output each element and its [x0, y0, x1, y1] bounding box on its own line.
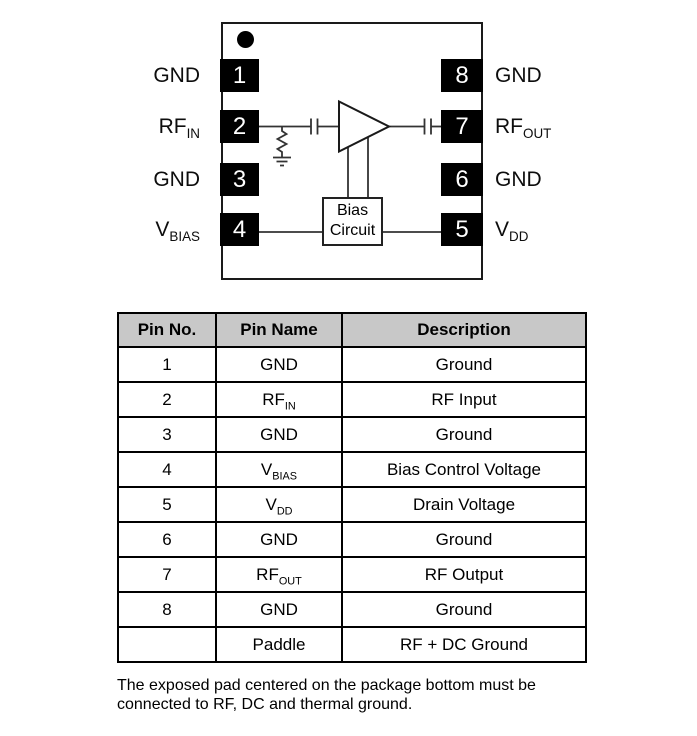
pin-label-vbias: $V_{BIAS}$	[155, 218, 200, 245]
pin-pad-1: 1	[220, 59, 259, 92]
table-row	[118, 382, 586, 417]
header-pin-no: Pin No.	[118, 313, 216, 347]
cell-pin-no: 2	[118, 382, 216, 417]
pin-label-rfin: $RF_{IN}$	[158, 115, 200, 142]
header-description: Description	[342, 313, 586, 347]
table-row	[118, 487, 586, 522]
pin-label-gnd-6: GND	[495, 168, 542, 191]
cell-pin-no: 5	[118, 487, 216, 522]
pin-pad-2: 2	[220, 110, 259, 143]
cell-description: Ground	[342, 522, 586, 557]
cell-pin-name: GND	[216, 347, 342, 382]
bias-circuit-box	[322, 197, 383, 246]
cell-description: Ground	[342, 417, 586, 452]
cell-description: Drain Voltage	[342, 487, 586, 522]
exposed-pad-note: The exposed pad centered on the package bottom must be connected to RF, DC and thermal ground.	[117, 677, 536, 713]
pin-label-vdd: $V_{DD}$	[495, 218, 529, 245]
cell-pin-no: 4	[118, 452, 216, 487]
pin-pad-5: 5	[441, 213, 483, 246]
table-row	[118, 592, 586, 627]
cell-pin-name: Paddle	[216, 627, 342, 662]
cell-pin-no: 1	[118, 347, 216, 382]
table-row	[118, 627, 586, 662]
pin-pad-4: 4	[220, 213, 259, 246]
cell-pin-name: $V_{BIAS}$	[216, 452, 342, 487]
pin-label-gnd-8: GND	[495, 64, 542, 87]
cell-description: Bias Control Voltage	[342, 452, 586, 487]
pin-pad-6: 6	[441, 163, 483, 196]
pin-label-gnd-1: GND	[153, 64, 200, 87]
table-header-row	[118, 313, 586, 347]
pin1-indicator-dot	[237, 31, 254, 48]
cell-description: RF Input	[342, 382, 586, 417]
cell-description: Ground	[342, 592, 586, 627]
pin-pad-3: 3	[220, 163, 259, 196]
cell-pin-name: GND	[216, 417, 342, 452]
cell-description: RF + DC Ground	[342, 627, 586, 662]
table-row	[118, 417, 586, 452]
table-row	[118, 522, 586, 557]
bias-box-line1: Bias	[336, 202, 369, 219]
pin-label-gnd-3: GND	[153, 168, 200, 191]
pin-pad-8: 8	[441, 59, 483, 92]
table-row	[118, 557, 586, 592]
cell-pin-no: 3	[118, 417, 216, 452]
cell-pin-name: $RF_{OUT}$	[216, 557, 342, 592]
table-row	[118, 452, 586, 487]
cell-pin-no: 7	[118, 557, 216, 592]
bias-box-line2: Circuit	[329, 222, 376, 239]
cell-pin-name: GND	[216, 592, 342, 627]
pin-description-table	[117, 312, 587, 663]
cell-pin-no: 6	[118, 522, 216, 557]
header-pin-name: Pin Name	[216, 313, 342, 347]
pin-pad-7: 7	[441, 110, 483, 143]
cell-pin-no: 8	[118, 592, 216, 627]
cell-pin-name: $RF_{IN}$	[216, 382, 342, 417]
pin-label-rfout: $RF_{OUT}$	[495, 115, 552, 142]
cell-pin-name: $V_{DD}$	[216, 487, 342, 522]
table-row	[118, 347, 586, 382]
cell-pin-name: GND	[216, 522, 342, 557]
cell-description: RF Output	[342, 557, 586, 592]
cell-pin-no	[118, 627, 216, 662]
cell-description: Ground	[342, 347, 586, 382]
